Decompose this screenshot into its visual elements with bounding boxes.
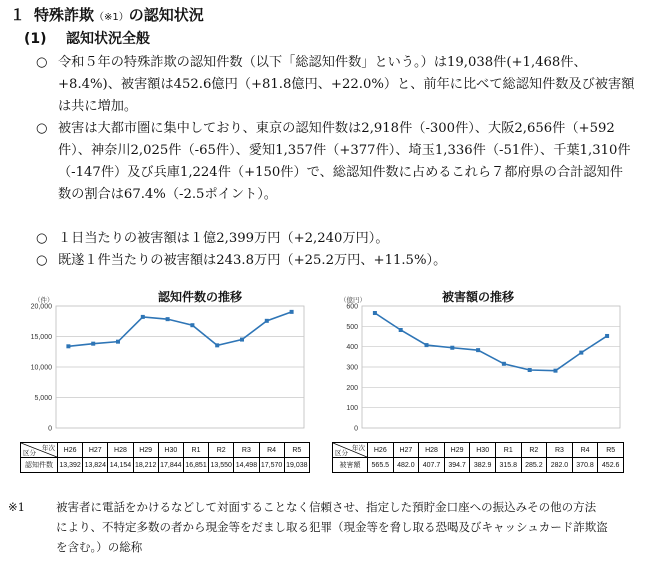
value-cell: 407.7 <box>419 458 445 473</box>
data-point <box>215 343 219 347</box>
data-point <box>290 310 294 314</box>
y-tick-label: 5,000 <box>34 395 52 402</box>
table-damage <box>332 442 624 473</box>
year-header-cell: R3 <box>234 443 259 458</box>
footnote-line: 被害者に電話をかけるなどして対面することなく信頼させ、指定した預貯金口座への振込みその他の方法 <box>56 500 597 514</box>
data-point <box>141 315 145 319</box>
data-point <box>91 342 95 346</box>
year-header-cell: H29 <box>133 443 158 458</box>
value-cell: 394.7 <box>444 458 470 473</box>
y-tick-label: 300 <box>346 364 358 372</box>
data-point <box>116 340 120 344</box>
header-year-label: 年次 <box>352 445 365 452</box>
data-point <box>373 311 377 315</box>
chart-damage <box>322 290 642 440</box>
bullet-marker: ○ <box>36 55 48 70</box>
chart-title-cases: 認知件数の推移 <box>157 290 242 304</box>
table-cases <box>20 442 310 473</box>
year-header-cell: H26 <box>368 443 394 458</box>
footnote-ref: （※1） <box>94 12 129 23</box>
data-point <box>528 368 532 372</box>
paragraph-per-case <box>36 250 636 272</box>
year-header-cell: R2 <box>521 443 547 458</box>
section-heading <box>10 4 204 25</box>
y-tick-label: 15,000 <box>30 334 52 341</box>
paragraph-text: 被害は大都市圏に集中しており、東京の認知件数は2,918件（-300件）、大阪2,656件（+592件）、神奈川2,025件（-65件）、愛知1,357件（+377件）、埼玉1,336件（-51件）、千葉1,310件（-147件）及び兵庫1,224件（+150件）で、総認知件数に占めるこれら７都府県の合計認知件数の割合は67.4%（-2.5ポイント）。 <box>58 121 631 202</box>
value-cell: 315.8 <box>495 458 521 473</box>
value-cell: 370.8 <box>572 458 598 473</box>
data-point <box>399 328 403 332</box>
data-point <box>166 317 170 321</box>
year-header-cell: R4 <box>259 443 284 458</box>
subsection-number: (1) <box>24 31 47 47</box>
data-point <box>190 323 194 327</box>
section-number: １ <box>10 6 26 24</box>
header-category-label: 区分 <box>23 450 36 457</box>
year-header-cell: R5 <box>284 443 309 458</box>
data-point <box>579 351 583 355</box>
paragraph-total <box>36 52 636 118</box>
value-cell: 16,851 <box>183 458 208 473</box>
data-point <box>66 344 70 348</box>
data-point <box>605 334 609 338</box>
year-header-cell: R4 <box>572 443 598 458</box>
footnote-line: により、不特定多数の者から現金等をだまし取る犯罪（現金等を脅し取る恐喝及びキャッシュカード詐欺盗 <box>56 520 608 534</box>
footnote <box>8 497 644 557</box>
value-cell: 482.0 <box>393 458 419 473</box>
footnote-marker: ※1 <box>8 500 25 514</box>
data-point <box>240 338 244 342</box>
section-title-a: 特殊詐欺 <box>34 6 95 24</box>
value-cell: 13,824 <box>83 458 108 473</box>
value-cell: 382.9 <box>470 458 496 473</box>
bullet-marker: ○ <box>36 121 48 136</box>
chart-cases <box>0 290 320 440</box>
section-title-b: の認知状況 <box>128 6 204 24</box>
unit-label: （億円） <box>340 297 366 304</box>
y-tick-label: 500 <box>346 323 358 331</box>
year-header-cell: R1 <box>495 443 521 458</box>
value-cell: 13,550 <box>209 458 234 473</box>
y-tick-label: 600 <box>346 303 358 311</box>
y-tick-label: 400 <box>346 344 358 352</box>
series-line <box>375 313 607 371</box>
year-header-cell: R2 <box>209 443 234 458</box>
footnote-line: を含む。）の総称 <box>56 540 143 554</box>
row-label-cell: 被害額 <box>333 458 368 473</box>
year-header-cell: H29 <box>444 443 470 458</box>
year-header-cell: H26 <box>58 443 83 458</box>
year-header-cell: R3 <box>547 443 573 458</box>
year-header-cell: R1 <box>183 443 208 458</box>
series-line <box>68 312 291 346</box>
chart-title-damage: 被害額の推移 <box>441 290 514 304</box>
bullet-marker: ○ <box>36 253 48 268</box>
value-cell: 285.2 <box>521 458 547 473</box>
unit-label: （件） <box>34 297 54 304</box>
table-corner-header <box>21 443 58 458</box>
y-tick-label: 10,000 <box>30 364 52 372</box>
paragraph-text: １日当たりの被害額は１億2,399万円（+2,240万円）。 <box>58 231 389 246</box>
data-point <box>476 348 480 352</box>
y-tick-label: 0 <box>48 425 52 433</box>
year-header-cell: H28 <box>108 443 133 458</box>
value-cell: 14,498 <box>234 458 259 473</box>
row-label-cell: 認知件数 <box>21 458 58 473</box>
value-cell: 282.0 <box>547 458 573 473</box>
data-point <box>450 346 454 350</box>
year-header-cell: H27 <box>393 443 419 458</box>
data-point <box>502 362 506 366</box>
value-cell: 565.5 <box>368 458 394 473</box>
value-cell: 13,392 <box>58 458 83 473</box>
header-year-label: 年次 <box>42 445 55 452</box>
y-tick-label: 200 <box>346 384 358 392</box>
paragraph-daily <box>36 228 636 250</box>
y-tick-label: 0 <box>354 425 358 433</box>
subsection-heading <box>24 28 150 48</box>
value-cell: 14,154 <box>108 458 133 473</box>
year-header-cell: R5 <box>598 443 624 458</box>
paragraph-text: 既遂１件当たりの被害額は243.8万円（+25.2万円、+11.5%）。 <box>58 253 447 268</box>
table-corner-header <box>333 443 368 458</box>
value-cell: 452.6 <box>598 458 624 473</box>
paragraph-regions <box>36 118 636 206</box>
bullet-marker: ○ <box>36 231 48 246</box>
y-tick-label: 100 <box>346 405 358 413</box>
year-header-cell: H27 <box>83 443 108 458</box>
value-cell: 17,570 <box>259 458 284 473</box>
year-header-cell: H30 <box>470 443 496 458</box>
paragraph-text: 令和５年の特殊詐欺の認知件数（以下「総認知件数」という。）は19,038件(+1,468件、+8.4%)、被害額は452.6億円（+81.8億円、+22.0%）と、前年に比べて総認知件数及び被害額は共に増加。 <box>58 55 635 114</box>
year-header-cell: H28 <box>419 443 445 458</box>
data-point <box>554 369 558 373</box>
year-header-cell: H30 <box>158 443 183 458</box>
data-point <box>425 343 429 347</box>
value-cell: 18,212 <box>133 458 158 473</box>
subsection-title: 認知状況全般 <box>66 31 150 47</box>
value-cell: 17,844 <box>158 458 183 473</box>
y-tick-label: 20,000 <box>30 303 52 311</box>
data-point <box>265 319 269 323</box>
header-category-label: 区分 <box>335 450 348 457</box>
value-cell: 19,038 <box>284 458 309 473</box>
